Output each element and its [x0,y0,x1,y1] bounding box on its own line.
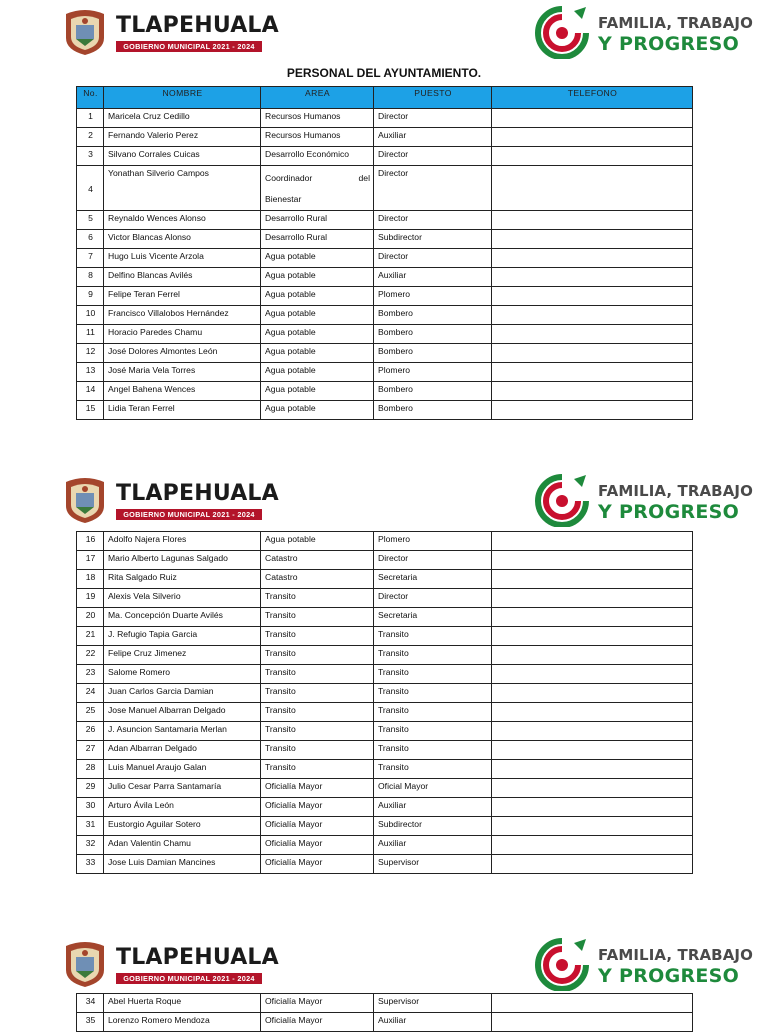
row-number-cell: 16 [77,532,104,551]
name-cell: Arturo Ávila León [104,798,261,817]
area-cell: Agua potable [261,532,374,551]
name-cell: Lidia Teran Ferrel [104,401,261,420]
position-cell: Transito [374,722,492,741]
area-cell: Agua potable [261,306,374,325]
staff-rows [77,994,693,1032]
area-cell-text: Coordinador [265,173,313,183]
name-cell: Mario Alberto Lagunas Salgado [104,551,261,570]
area-cell: Agua potable [261,344,374,363]
row-number-cell: 35 [77,1013,104,1032]
position-cell: Secretaria [374,570,492,589]
area-cell: Oficialía Mayor [261,994,374,1013]
table-row [77,166,693,211]
phone-cell [492,817,693,836]
table-row [77,249,693,268]
row-number-cell: 23 [77,665,104,684]
position-cell: Bombero [374,382,492,401]
area-cell: Transito [261,684,374,703]
phone-cell [492,382,693,401]
row-number-cell: 17 [77,551,104,570]
phone-cell [492,166,693,211]
position-cell: Transito [374,703,492,722]
table-row [77,646,693,665]
area-cell: Transito [261,741,374,760]
name-cell: Adolfo Najera Flores [104,532,261,551]
row-number-cell: 21 [77,627,104,646]
staff-table [76,993,693,1032]
row-number-cell: 32 [77,836,104,855]
area-cell: Desarrollo Rural [261,211,374,230]
table-row [77,703,693,722]
row-number-cell: 13 [77,363,104,382]
column-header-no: No. [77,87,104,109]
phone-cell [492,608,693,627]
area-cell: Catastro [261,570,374,589]
area-cell: Transito [261,646,374,665]
position-cell: Bombero [374,306,492,325]
municipality-name: TLAPEHUALA [116,481,279,506]
table-row [77,741,693,760]
area-cell: Oficialía Mayor [261,855,374,874]
phone-cell [492,798,693,817]
position-cell: Transito [374,684,492,703]
phone-cell [492,211,693,230]
phone-cell [492,532,693,551]
name-cell: Yonathan Silverio Campos [104,166,261,211]
progress-swirl-icon [534,5,590,59]
table-row [77,570,693,589]
row-number-cell: 12 [77,344,104,363]
name-cell: Angel Bahena Wences [104,382,261,401]
name-cell: Francisco Villalobos Hernández [104,306,261,325]
phone-cell [492,147,693,166]
phone-cell [492,344,693,363]
phone-cell [492,401,693,420]
area-cell: Oficialía Mayor [261,798,374,817]
phone-cell [492,836,693,855]
position-cell: Bombero [374,325,492,344]
phone-cell [492,722,693,741]
row-number-cell: 5 [77,211,104,230]
row-number-cell: 4 [77,166,104,211]
progress-swirl-icon [534,473,590,527]
name-cell: Felipe Teran Ferrel [104,287,261,306]
phone-cell [492,363,693,382]
phone-cell [492,570,693,589]
table-row [77,608,693,627]
position-cell: Auxiliar [374,1013,492,1032]
table-row [77,382,693,401]
area-cell: Agua potable [261,287,374,306]
phone-cell [492,741,693,760]
column-header-telefono: TELEFONO [492,87,693,109]
phone-cell [492,325,693,344]
row-number-cell: 27 [77,741,104,760]
area-cell: Transito [261,722,374,741]
row-number-cell: 28 [77,760,104,779]
position-cell: Director [374,166,492,211]
area-cell: Agua potable [261,268,374,287]
government-period-band: GOBIERNO MUNICIPAL 2021 - 2024 [116,973,262,984]
position-cell: Plomero [374,532,492,551]
name-cell: Felipe Cruz Jimenez [104,646,261,665]
slogan-line-2: Y PROGRESO [598,501,740,523]
table-row [77,532,693,551]
row-number-cell: 19 [77,589,104,608]
name-cell: Jose Manuel Albarran Delgado [104,703,261,722]
row-number-cell: 20 [77,608,104,627]
table-row [77,109,693,128]
area-cell: Oficialía Mayor [261,779,374,798]
row-number-cell: 14 [77,382,104,401]
position-cell: Supervisor [374,855,492,874]
name-cell: Juan Carlos Garcia Damian [104,684,261,703]
municipal-shield-icon [62,8,108,56]
column-header-area: AREA [261,87,374,109]
name-cell: José Maria Vela Torres [104,363,261,382]
name-cell: Reynaldo Wences Alonso [104,211,261,230]
row-number-cell: 22 [77,646,104,665]
area-cell: Catastro [261,551,374,570]
table-row [77,344,693,363]
phone-cell [492,589,693,608]
name-cell: Eustorgio Aguilar Sotero [104,817,261,836]
phone-cell [492,627,693,646]
row-number-cell: 11 [77,325,104,344]
phone-cell [492,994,693,1013]
area-cell: Agua potable [261,382,374,401]
row-number-cell: 33 [77,855,104,874]
row-number-cell: 29 [77,779,104,798]
table-row [77,325,693,344]
name-cell: José Dolores Almontes León [104,344,261,363]
table-row [77,306,693,325]
row-number-cell: 9 [77,287,104,306]
municipality-name: TLAPEHUALA [116,13,279,38]
name-cell: Abel Huerta Roque [104,994,261,1013]
document-title: PERSONAL DEL AYUNTAMIENTO. [286,66,482,80]
table-header-row [77,87,693,109]
row-number-cell: 24 [77,684,104,703]
municipal-shield-icon [62,476,108,524]
slogan-line-1: FAMILIA, TRABAJO [598,946,753,964]
row-number-cell: 30 [77,798,104,817]
government-period-band: GOBIERNO MUNICIPAL 2021 - 2024 [116,509,262,520]
name-cell: Rita Salgado Ruiz [104,570,261,589]
phone-cell [492,306,693,325]
name-cell: Adan Albarran Delgado [104,741,261,760]
position-cell: Transito [374,646,492,665]
phone-cell [492,684,693,703]
area-cell [261,166,374,211]
slogan-line-2: Y PROGRESO [598,33,740,55]
position-cell: Transito [374,627,492,646]
name-cell: Silvano Corrales Cuicas [104,147,261,166]
phone-cell [492,249,693,268]
row-number-cell: 7 [77,249,104,268]
row-number-cell: 3 [77,147,104,166]
position-cell: Auxiliar [374,128,492,147]
slogan-line-2: Y PROGRESO [598,965,740,987]
area-cell: Transito [261,589,374,608]
row-number-cell: 31 [77,817,104,836]
column-header-puesto: PUESTO [374,87,492,109]
area-cell: Agua potable [261,249,374,268]
table-row [77,665,693,684]
name-cell: Adan Valentin Chamu [104,836,261,855]
position-cell: Oficial Mayor [374,779,492,798]
name-cell: Ma. Concepción Duarte Avilés [104,608,261,627]
row-number-cell: 34 [77,994,104,1013]
area-cell: Desarrollo Económico [261,147,374,166]
document-page-3 [0,932,768,1025]
area-cell: Transito [261,665,374,684]
position-cell: Auxiliar [374,798,492,817]
position-cell: Director [374,589,492,608]
table-row [77,684,693,703]
phone-cell [492,268,693,287]
letterhead [0,0,768,62]
document-page-1 [0,0,768,413]
name-cell: Luis Manuel Araujo Galan [104,760,261,779]
letterhead [0,932,768,994]
area-cell: Oficialía Mayor [261,1013,374,1032]
staff-table [76,531,693,874]
area-cell-text: del [358,173,370,183]
name-cell: Salome Romero [104,665,261,684]
name-cell: Fernando Valerio Perez [104,128,261,147]
position-cell: Director [374,147,492,166]
phone-cell [492,646,693,665]
progress-swirl-icon [534,937,590,991]
phone-cell [492,230,693,249]
government-period-band: GOBIERNO MUNICIPAL 2021 - 2024 [116,41,262,52]
table-row [77,1013,693,1032]
table-row [77,836,693,855]
table-row [77,268,693,287]
area-cell: Desarrollo Rural [261,230,374,249]
area-cell: Recursos Humanos [261,109,374,128]
position-cell: Auxiliar [374,836,492,855]
position-cell: Director [374,211,492,230]
row-number-cell: 15 [77,401,104,420]
position-cell: Director [374,249,492,268]
area-cell: Transito [261,703,374,722]
name-cell: Lorenzo Romero Mendoza [104,1013,261,1032]
name-cell: Victor Blancas Alonso [104,230,261,249]
position-cell: Bombero [374,401,492,420]
position-cell: Transito [374,665,492,684]
phone-cell [492,703,693,722]
table-row [77,855,693,874]
area-cell-text: Bienestar [265,194,302,204]
table-row [77,128,693,147]
phone-cell [492,760,693,779]
table-row [77,994,693,1013]
position-cell: Bombero [374,344,492,363]
area-cell: Oficialía Mayor [261,817,374,836]
table-row [77,760,693,779]
row-number-cell: 18 [77,570,104,589]
row-number-cell: 26 [77,722,104,741]
phone-cell [492,779,693,798]
phone-cell [492,128,693,147]
table-row [77,589,693,608]
name-cell: Julio Cesar Parra Santamaría [104,779,261,798]
column-header-nombre: NOMBRE [104,87,261,109]
table-row [77,211,693,230]
table-row [77,230,693,249]
table-row [77,147,693,166]
area-cell: Transito [261,760,374,779]
name-cell: Alexis Vela Silverio [104,589,261,608]
name-cell: Delfino Blancas Avilés [104,268,261,287]
phone-cell [492,665,693,684]
position-cell: Transito [374,760,492,779]
table-row [77,779,693,798]
slogan-line-1: FAMILIA, TRABAJO [598,482,753,500]
staff-rows [77,532,693,874]
position-cell: Director [374,109,492,128]
name-cell: Hugo Luis Vicente Arzola [104,249,261,268]
municipality-name: TLAPEHUALA [116,945,279,970]
table-row [77,722,693,741]
area-cell: Agua potable [261,363,374,382]
municipal-shield-icon [62,940,108,988]
staff-table [76,86,693,420]
area-cell: Agua potable [261,325,374,344]
position-cell: Plomero [374,363,492,382]
table-row [77,798,693,817]
name-cell: J. Refugio Tapia Garcia [104,627,261,646]
table-row [77,551,693,570]
table-row [77,287,693,306]
position-cell: Auxiliar [374,268,492,287]
area-cell: Transito [261,608,374,627]
name-cell: J. Asuncion Santamaria Merlan [104,722,261,741]
name-cell: Jose Luis Damian Mancines [104,855,261,874]
area-cell: Recursos Humanos [261,128,374,147]
letterhead [0,468,768,530]
position-cell: Transito [374,741,492,760]
position-cell: Subdirector [374,817,492,836]
position-cell: Subdirector [374,230,492,249]
table-row [77,363,693,382]
phone-cell [492,109,693,128]
staff-rows [77,109,693,420]
row-number-cell: 25 [77,703,104,722]
phone-cell [492,1013,693,1032]
position-cell: Plomero [374,287,492,306]
name-cell: Horacio Paredes Chamu [104,325,261,344]
name-cell: Maricela Cruz Cedillo [104,109,261,128]
area-cell: Agua potable [261,401,374,420]
position-cell: Supervisor [374,994,492,1013]
phone-cell [492,287,693,306]
phone-cell [492,551,693,570]
row-number-cell: 10 [77,306,104,325]
document-page-2 [0,468,768,867]
position-cell: Director [374,551,492,570]
area-cell: Transito [261,627,374,646]
row-number-cell: 2 [77,128,104,147]
slogan-line-1: FAMILIA, TRABAJO [598,14,753,32]
row-number-cell: 8 [77,268,104,287]
table-row [77,627,693,646]
position-cell: Secretaria [374,608,492,627]
phone-cell [492,855,693,874]
row-number-cell: 1 [77,109,104,128]
table-row [77,817,693,836]
area-cell: Oficialía Mayor [261,836,374,855]
row-number-cell: 6 [77,230,104,249]
table-row [77,401,693,420]
